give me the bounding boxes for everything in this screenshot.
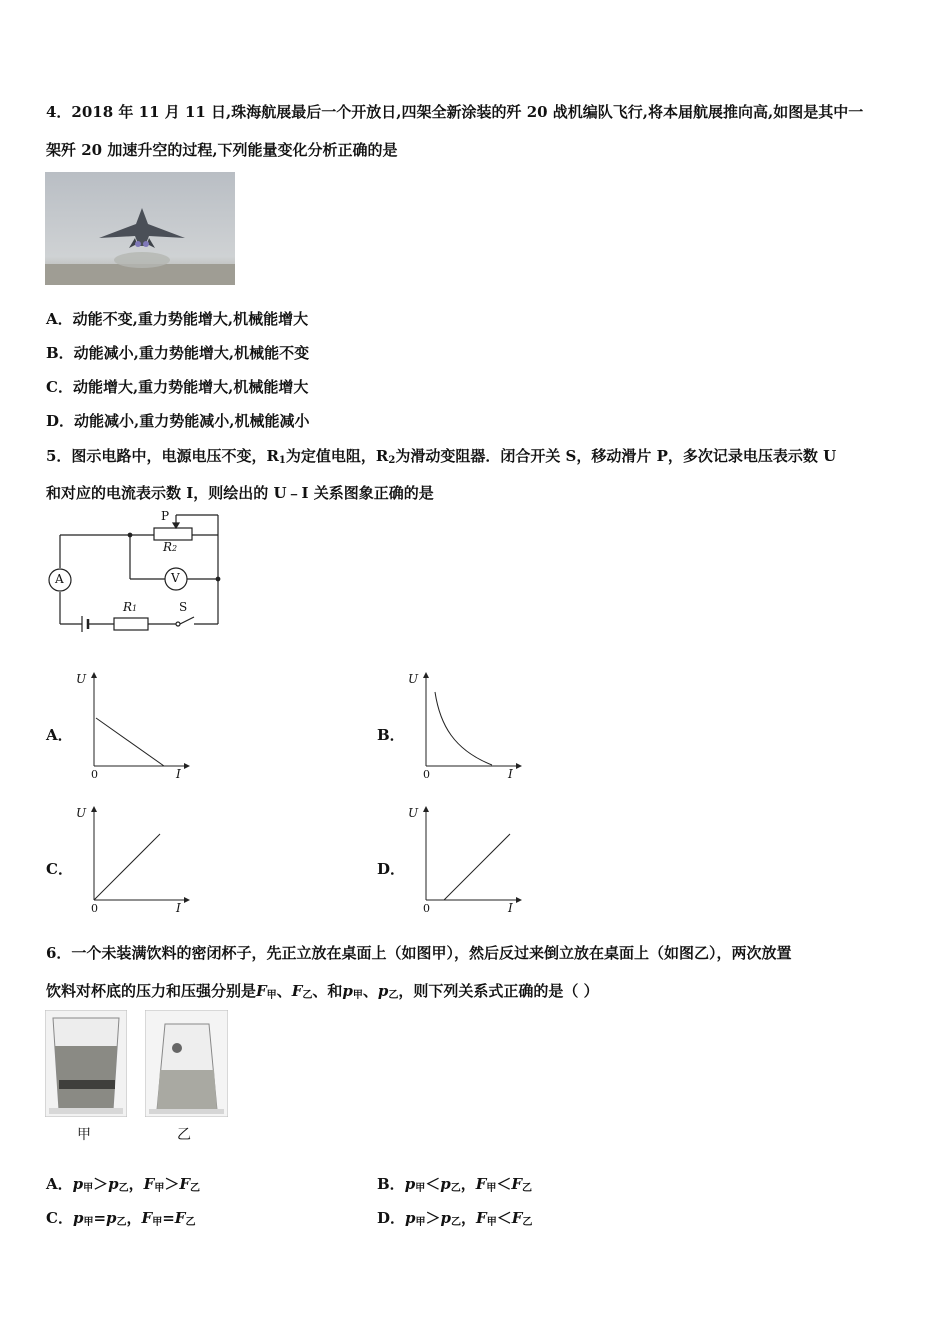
circuit-diagram [44,509,224,640]
graph-c [70,804,190,916]
q4-stem-line2: 架歼 20 加速升空的过程,下列能量变化分析正确的是 [46,141,398,159]
graph-b [402,670,522,782]
graph-a-line [96,718,164,766]
q4-option-c: C．动能增大,重力势能增大,机械能增大 [46,378,309,396]
q5-option-a-label: A． [46,726,73,744]
q5-option-d-label: D． [377,860,406,878]
label-r1: R1 [123,600,138,614]
graph-c-x-label: I [176,901,181,915]
q6-stem-line2: 饮料对杯底的压力和压强分别是$F_甲$、$F_乙$、和$p_甲$、$p_乙$，则下列关系式正确的是（ ） [46,982,599,1001]
q4-option-a: A．动能不变,重力势能增大,机械能增大 [46,310,309,328]
graph-b-origin: 0 [423,768,430,781]
cup-label-yi: 乙 [177,1127,191,1143]
q6-option-c: C．$p_甲=p_乙$，$F_甲=F_乙$ [46,1209,196,1228]
q5-stem-line2: 和对应的电流表示数 I，则绘出的 U﹣I 关系图象正确的是 [46,484,434,502]
q5-option-c-label: C． [46,860,73,878]
graph-c-y-label: U [76,806,87,820]
q4-option-b: B．动能减小,重力势能增大,机械能不变 [46,344,310,362]
graph-d-origin: 0 [423,902,430,915]
label-p: P [161,509,170,523]
graph-d-y-label: U [408,806,419,820]
q4-option-d: D．动能减小,重力势能减小,机械能减小 [46,412,310,430]
q6-option-d: D．$p_甲>p_乙$，$F_甲<F_乙$ [377,1209,533,1228]
graph-a-y-label: U [76,672,87,686]
cup-label-jia: 甲 [77,1127,91,1143]
label-s: S [179,600,188,614]
graph-c-line [94,834,160,900]
label-r2: R2 [163,540,178,554]
graph-d-x-label: I [508,901,513,915]
ammeter-symbol: A [55,572,64,586]
graph-a-origin: 0 [91,768,98,781]
graph-a-x-label: I [176,767,181,781]
voltmeter-symbol: V [171,571,180,585]
graph-c-origin: 0 [91,902,98,915]
cup-photo-jia [45,1010,127,1117]
graph-b-curve [435,692,492,765]
graph-a [70,670,190,782]
graph-d [402,804,522,916]
graph-b-y-label: U [408,672,419,686]
q4-stem-line1: 4．2018 年 11 月 11 日,珠海航展最后一个开放日,四架全新涂装的歼 20 战机编队飞行,将本届航展推向高,如图是其中一 [46,103,864,121]
q5-stem-line1: 5．图示电路中，电源电压不变，$R_1$为定值电阻，$R_2$为滑动变阻器．闭合开关 S，移动滑片 P，多次记录电压表示数 U [46,447,837,466]
graph-d-line [444,834,510,900]
cup-photo-yi [145,1010,228,1117]
jet-photo [45,172,235,285]
q6-option-a: A．$p_甲>p_乙$，$F_甲>F_乙$ [46,1175,200,1194]
q6-stem-line1: 6．一个未装满饮料的密闭杯子，先正立放在桌面上（如图甲），然后反过来倒立放在桌面上（如图乙），两次放置 [46,944,792,962]
graph-b-x-label: I [508,767,513,781]
q6-option-b: B．$p_甲<p_乙$，$F_甲<F_乙$ [377,1175,533,1194]
q5-option-b-label: B． [377,726,405,744]
